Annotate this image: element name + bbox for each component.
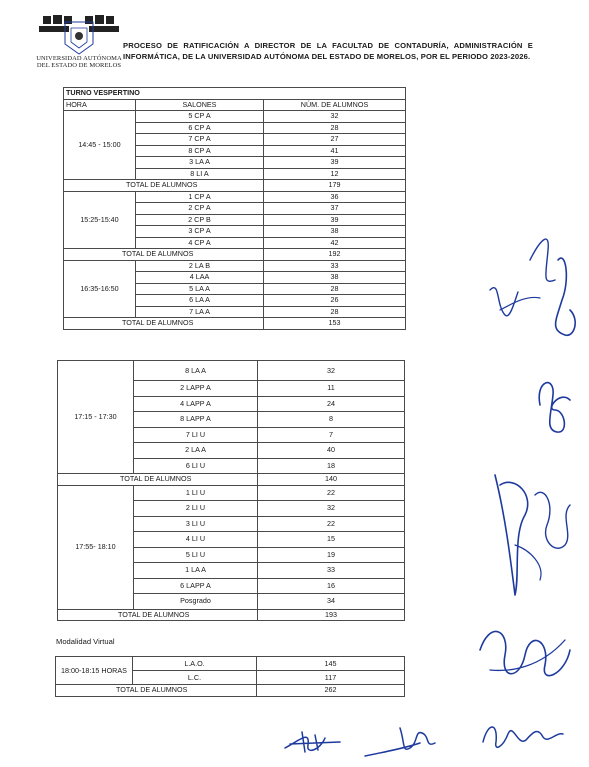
num-cell: 42 xyxy=(264,237,406,249)
salon-cell: 8 CP A xyxy=(136,145,264,157)
shift-caption: TURNO VESPERTINO xyxy=(64,88,406,100)
salon-cell: 2 LAPP A xyxy=(134,381,258,397)
num-cell: 39 xyxy=(264,214,406,226)
salon-cell: 8 LA A xyxy=(134,361,258,381)
total-value: 140 xyxy=(258,474,405,486)
university-name: UNIVERSIDAD AUTÓNOMA DEL ESTADO DE MORELOS xyxy=(36,55,122,69)
num-cell: 28 xyxy=(264,122,406,134)
signature-5 xyxy=(280,720,350,760)
hora-cell: 18:00-18:15 HORAS xyxy=(56,657,133,685)
num-cell: 33 xyxy=(258,563,405,579)
salon-cell: 4 LI U xyxy=(134,532,258,548)
num-cell: 12 xyxy=(264,168,406,180)
num-cell: 117 xyxy=(257,671,405,685)
num-cell: 40 xyxy=(258,443,405,459)
salon-cell: 1 LI U xyxy=(134,485,258,501)
num-cell: 38 xyxy=(264,272,406,284)
num-cell: 32 xyxy=(258,361,405,381)
modality-label: Modalidad Virtual xyxy=(56,637,115,646)
salon-cell: 6 LI U xyxy=(134,458,258,474)
salon-cell: 2 LA B xyxy=(136,260,264,272)
total-value: 179 xyxy=(264,180,406,192)
total-value: 192 xyxy=(264,249,406,261)
total-label: TOTAL DE ALUMNOS xyxy=(56,685,257,697)
num-cell: 15 xyxy=(258,532,405,548)
salon-cell: 8 LAPP A xyxy=(134,412,258,428)
salon-cell: 5 LA A xyxy=(136,283,264,295)
salon-cell: 4 LAPP A xyxy=(134,396,258,412)
num-cell: 26 xyxy=(264,295,406,307)
salon-cell: 2 CP B xyxy=(136,214,264,226)
virtual-table xyxy=(55,656,405,697)
hora-cell: 17:55- 18:10 xyxy=(58,485,134,609)
salon-cell: 7 LA A xyxy=(136,306,264,318)
table-caption-row xyxy=(64,88,406,100)
salon-cell: 2 CP A xyxy=(136,203,264,215)
schedule-table-2 xyxy=(57,360,405,621)
table-row xyxy=(56,657,405,671)
num-cell: 38 xyxy=(264,226,406,238)
table-row xyxy=(58,361,405,381)
num-cell: 39 xyxy=(264,157,406,169)
signature-7 xyxy=(478,712,568,757)
hora-cell: 14:45 - 15:00 xyxy=(64,111,136,180)
num-cell: 145 xyxy=(257,657,405,671)
salon-cell: Posgrado xyxy=(134,594,258,610)
num-cell: 8 xyxy=(258,412,405,428)
salon-cell: 3 LI U xyxy=(134,516,258,532)
table-row xyxy=(64,111,406,123)
num-cell: 28 xyxy=(264,283,406,295)
table-row xyxy=(64,191,406,203)
num-cell: 32 xyxy=(264,111,406,123)
num-cell: 19 xyxy=(258,547,405,563)
logo-emblem-icon xyxy=(35,14,123,56)
salon-cell: L.A.O. xyxy=(133,657,257,671)
total-row xyxy=(58,474,405,486)
salon-cell: 2 LA A xyxy=(134,443,258,459)
total-row xyxy=(64,180,406,192)
total-row xyxy=(64,249,406,261)
signature-1 xyxy=(470,220,585,350)
total-value: 193 xyxy=(258,609,405,621)
total-row xyxy=(56,685,405,697)
num-cell: 28 xyxy=(264,306,406,318)
salon-cell: 7 CP A xyxy=(136,134,264,146)
num-cell: 24 xyxy=(258,396,405,412)
hora-cell: 17:15 - 17:30 xyxy=(58,361,134,474)
salon-cell: 3 LA A xyxy=(136,157,264,169)
salon-cell: 5 CP A xyxy=(136,111,264,123)
salon-cell: 6 LAPP A xyxy=(134,578,258,594)
total-row xyxy=(58,609,405,621)
signature-2 xyxy=(525,370,585,440)
num-cell: 34 xyxy=(258,594,405,610)
table-row xyxy=(64,260,406,272)
num-cell: 18 xyxy=(258,458,405,474)
salon-cell: 5 LI U xyxy=(134,547,258,563)
total-row xyxy=(64,318,406,330)
total-label: TOTAL DE ALUMNOS xyxy=(64,249,264,261)
hora-cell: 15:25-15:40 xyxy=(64,191,136,249)
salon-cell: 1 CP A xyxy=(136,191,264,203)
salon-cell: 7 LI U xyxy=(134,427,258,443)
hora-cell: 16:35-16:50 xyxy=(64,260,136,318)
col-hora: HORA xyxy=(64,99,136,111)
num-cell: 22 xyxy=(258,485,405,501)
document-title: PROCESO DE RATIFICACIÓN A DIRECTOR DE LA FACULTAD DE CONTADURÍA, ADMINISTRACIÓN E INFORMÁTICA, DE LA UNIVERSIDAD AUTÓNOMA DEL ESTADO DE MORELOS, POR EL PERIODO 2023-2026. xyxy=(123,41,533,61)
salon-cell: 4 CP A xyxy=(136,237,264,249)
salon-cell: 2 LI U xyxy=(134,501,258,517)
col-num-alumnos: NÚM. DE ALUMNOS xyxy=(264,99,406,111)
num-cell: 22 xyxy=(258,516,405,532)
schedule-table-1 xyxy=(63,87,406,330)
total-label: TOTAL DE ALUMNOS xyxy=(64,318,264,330)
total-label: TOTAL DE ALUMNOS xyxy=(58,609,258,621)
university-logo xyxy=(35,14,123,74)
total-label: TOTAL DE ALUMNOS xyxy=(58,474,258,486)
salon-cell: 1 LA A xyxy=(134,563,258,579)
col-salones: SALONES xyxy=(136,99,264,111)
signature-4 xyxy=(470,610,580,690)
num-cell: 11 xyxy=(258,381,405,397)
salon-cell: 6 LA A xyxy=(136,295,264,307)
num-cell: 37 xyxy=(264,203,406,215)
num-cell: 33 xyxy=(264,260,406,272)
num-cell: 7 xyxy=(258,427,405,443)
salon-cell: 3 CP A xyxy=(136,226,264,238)
signature-6 xyxy=(360,718,450,763)
salon-cell: 4 LAA xyxy=(136,272,264,284)
salon-cell: 6 CP A xyxy=(136,122,264,134)
total-label: TOTAL DE ALUMNOS xyxy=(64,180,264,192)
num-cell: 16 xyxy=(258,578,405,594)
salon-cell: 8 LI A xyxy=(136,168,264,180)
num-cell: 32 xyxy=(258,501,405,517)
num-cell: 36 xyxy=(264,191,406,203)
total-value: 262 xyxy=(257,685,405,697)
signature-3 xyxy=(485,455,585,605)
salon-cell: L.C. xyxy=(133,671,257,685)
total-value: 153 xyxy=(264,318,406,330)
table-header-row xyxy=(64,99,406,111)
num-cell: 41 xyxy=(264,145,406,157)
table-row xyxy=(58,485,405,501)
num-cell: 27 xyxy=(264,134,406,146)
